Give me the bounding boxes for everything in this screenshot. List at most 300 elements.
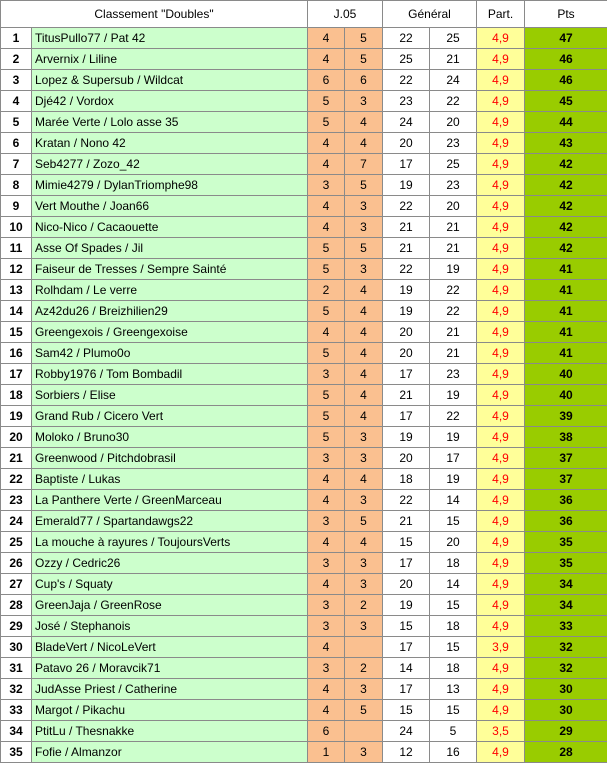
table-row <box>1 70 607 91</box>
j05-score-1: 5 <box>308 385 345 406</box>
j05-score-2: 5 <box>345 28 383 49</box>
general-score-2: 22 <box>430 406 477 427</box>
participation-cell: 4,9 <box>477 154 525 175</box>
j05-score-2: 3 <box>345 448 383 469</box>
j05-score-2: 5 <box>345 700 383 721</box>
rank-cell: 18 <box>1 385 32 406</box>
general-score-2: 23 <box>430 133 477 154</box>
j05-score-1: 4 <box>308 469 345 490</box>
points-cell: 32 <box>525 658 607 679</box>
participation-cell: 4,9 <box>477 406 525 427</box>
general-score-2: 20 <box>430 196 477 217</box>
rank-cell: 7 <box>1 154 32 175</box>
j05-score-2: 5 <box>345 175 383 196</box>
j05-score-1: 4 <box>308 196 345 217</box>
j05-score-2: 4 <box>345 301 383 322</box>
rank-cell: 17 <box>1 364 32 385</box>
points-cell: 35 <box>525 553 607 574</box>
general-score-2: 15 <box>430 637 477 658</box>
j05-score-2 <box>345 721 383 742</box>
points-cell: 30 <box>525 700 607 721</box>
team-cell: JudAsse Priest / Catherine <box>32 679 308 700</box>
j05-score-1: 4 <box>308 154 345 175</box>
points-cell: 34 <box>525 595 607 616</box>
points-cell: 42 <box>525 175 607 196</box>
team-cell: Greenwood / Pitchdobrasil <box>32 448 308 469</box>
j05-score-2: 4 <box>345 322 383 343</box>
general-score-1: 12 <box>383 742 430 763</box>
points-cell: 32 <box>525 637 607 658</box>
team-cell: Fofie / Almanzor <box>32 742 308 763</box>
table-row <box>1 385 607 406</box>
general-score-1: 20 <box>383 133 430 154</box>
general-score-1: 25 <box>383 49 430 70</box>
table-row <box>1 427 607 448</box>
general-score-2: 15 <box>430 511 477 532</box>
table-row <box>1 448 607 469</box>
j05-score-2: 3 <box>345 742 383 763</box>
table-row <box>1 616 607 637</box>
general-score-1: 14 <box>383 658 430 679</box>
points-cell: 40 <box>525 364 607 385</box>
table-row <box>1 301 607 322</box>
general-score-1: 20 <box>383 322 430 343</box>
header-row <box>1 1 607 28</box>
table-row <box>1 91 607 112</box>
participation-cell: 4,9 <box>477 742 525 763</box>
participation-cell: 4,9 <box>477 700 525 721</box>
team-cell: José / Stephanois <box>32 616 308 637</box>
general-score-2: 18 <box>430 616 477 637</box>
general-score-1: 24 <box>383 721 430 742</box>
table-row <box>1 259 607 280</box>
rank-cell: 9 <box>1 196 32 217</box>
rank-cell: 22 <box>1 469 32 490</box>
general-score-2: 19 <box>430 469 477 490</box>
team-cell: Greengexois / Greengexoise <box>32 322 308 343</box>
points-cell: 44 <box>525 112 607 133</box>
j05-score-2: 6 <box>345 70 383 91</box>
rank-cell: 35 <box>1 742 32 763</box>
participation-cell: 4,9 <box>477 28 525 49</box>
general-score-1: 19 <box>383 301 430 322</box>
team-cell: Robby1976 / Tom Bombadil <box>32 364 308 385</box>
j05-score-1: 5 <box>308 343 345 364</box>
points-cell: 35 <box>525 532 607 553</box>
points-cell: 42 <box>525 196 607 217</box>
participation-cell: 4,9 <box>477 175 525 196</box>
team-cell: Baptiste / Lukas <box>32 469 308 490</box>
participation-cell: 4,9 <box>477 574 525 595</box>
points-cell: 40 <box>525 385 607 406</box>
j05-score-2: 4 <box>345 364 383 385</box>
j05-score-2: 4 <box>345 343 383 364</box>
team-cell: Ozzy / Cedric26 <box>32 553 308 574</box>
participation-cell: 4,9 <box>477 679 525 700</box>
table-row <box>1 679 607 700</box>
participation-cell: 4,9 <box>477 217 525 238</box>
table-row <box>1 154 607 175</box>
team-cell: Cup's / Squaty <box>32 574 308 595</box>
j05-score-1: 4 <box>308 322 345 343</box>
rank-cell: 12 <box>1 259 32 280</box>
j05-score-2: 3 <box>345 196 383 217</box>
participation-cell: 4,9 <box>477 427 525 448</box>
table-row <box>1 322 607 343</box>
participation-cell: 4,9 <box>477 301 525 322</box>
j05-score-1: 5 <box>308 238 345 259</box>
general-score-1: 21 <box>383 217 430 238</box>
points-cell: 42 <box>525 238 607 259</box>
team-cell: Marée Verte / Lolo asse 35 <box>32 112 308 133</box>
j05-score-1: 4 <box>308 217 345 238</box>
participation-cell: 4,9 <box>477 532 525 553</box>
general-score-1: 17 <box>383 679 430 700</box>
rank-cell: 33 <box>1 700 32 721</box>
header-title: Classement "Doubles" <box>1 1 308 28</box>
points-cell: 37 <box>525 469 607 490</box>
participation-cell: 4,9 <box>477 385 525 406</box>
general-score-1: 22 <box>383 490 430 511</box>
general-score-1: 17 <box>383 553 430 574</box>
j05-score-1: 5 <box>308 91 345 112</box>
table-row <box>1 406 607 427</box>
j05-score-1: 3 <box>308 511 345 532</box>
team-cell: Asse Of Spades / Jil <box>32 238 308 259</box>
rank-cell: 21 <box>1 448 32 469</box>
rank-cell: 15 <box>1 322 32 343</box>
rank-cell: 14 <box>1 301 32 322</box>
rank-cell: 3 <box>1 70 32 91</box>
j05-score-1: 5 <box>308 112 345 133</box>
team-cell: Az42du26 / Breizhilien29 <box>32 301 308 322</box>
participation-cell: 4,9 <box>477 490 525 511</box>
rank-cell: 1 <box>1 28 32 49</box>
rank-cell: 29 <box>1 616 32 637</box>
table-row <box>1 490 607 511</box>
j05-score-2: 3 <box>345 259 383 280</box>
table-row <box>1 175 607 196</box>
general-score-2: 25 <box>430 154 477 175</box>
table-row <box>1 133 607 154</box>
j05-score-1: 4 <box>308 574 345 595</box>
team-cell: Rolhdam / Le verre <box>32 280 308 301</box>
general-score-2: 15 <box>430 700 477 721</box>
general-score-1: 21 <box>383 385 430 406</box>
participation-cell: 4,9 <box>477 259 525 280</box>
general-score-1: 22 <box>383 196 430 217</box>
participation-cell: 4,9 <box>477 595 525 616</box>
general-score-2: 19 <box>430 259 477 280</box>
general-score-2: 23 <box>430 175 477 196</box>
j05-score-1: 3 <box>308 448 345 469</box>
general-score-2: 23 <box>430 364 477 385</box>
j05-score-1: 3 <box>308 595 345 616</box>
team-cell: Mimie4279 / DylanTriomphe98 <box>32 175 308 196</box>
table-row <box>1 532 607 553</box>
rank-cell: 13 <box>1 280 32 301</box>
general-score-1: 19 <box>383 175 430 196</box>
team-cell: Sorbiers / Elise <box>32 385 308 406</box>
general-score-2: 19 <box>430 385 477 406</box>
team-cell: Sam42 / Plumo0o <box>32 343 308 364</box>
rank-cell: 32 <box>1 679 32 700</box>
team-cell: Faiseur de Tresses / Sempre Sainté <box>32 259 308 280</box>
team-cell: PtitLu / Thesnakke <box>32 721 308 742</box>
j05-score-1: 4 <box>308 133 345 154</box>
header-j05: J.05 <box>308 1 383 28</box>
points-cell: 28 <box>525 742 607 763</box>
participation-cell: 4,9 <box>477 553 525 574</box>
team-cell: GreenJaja / GreenRose <box>32 595 308 616</box>
j05-score-1: 5 <box>308 301 345 322</box>
points-cell: 42 <box>525 217 607 238</box>
j05-score-1: 4 <box>308 700 345 721</box>
team-cell: Kratan / Nono 42 <box>32 133 308 154</box>
j05-score-1: 6 <box>308 70 345 91</box>
j05-score-1: 4 <box>308 679 345 700</box>
participation-cell: 4,9 <box>477 280 525 301</box>
general-score-1: 17 <box>383 154 430 175</box>
rank-cell: 34 <box>1 721 32 742</box>
j05-score-2: 4 <box>345 469 383 490</box>
general-score-2: 20 <box>430 532 477 553</box>
general-score-2: 21 <box>430 49 477 70</box>
team-cell: La mouche à rayures / ToujoursVerts <box>32 532 308 553</box>
rank-cell: 25 <box>1 532 32 553</box>
participation-cell: 4,9 <box>477 511 525 532</box>
j05-score-1: 4 <box>308 532 345 553</box>
general-score-1: 22 <box>383 28 430 49</box>
general-score-1: 22 <box>383 259 430 280</box>
j05-score-2: 4 <box>345 385 383 406</box>
points-cell: 41 <box>525 259 607 280</box>
rank-cell: 4 <box>1 91 32 112</box>
j05-score-1: 4 <box>308 28 345 49</box>
participation-cell: 4,9 <box>477 469 525 490</box>
j05-score-1: 4 <box>308 49 345 70</box>
general-score-1: 20 <box>383 448 430 469</box>
general-score-2: 25 <box>430 28 477 49</box>
table-row <box>1 595 607 616</box>
rank-cell: 20 <box>1 427 32 448</box>
j05-score-2 <box>345 637 383 658</box>
participation-cell: 4,9 <box>477 70 525 91</box>
header-general: Général <box>383 1 477 28</box>
general-score-2: 22 <box>430 301 477 322</box>
table-row <box>1 238 607 259</box>
points-cell: 33 <box>525 616 607 637</box>
general-score-2: 19 <box>430 427 477 448</box>
team-cell: Margot / Pikachu <box>32 700 308 721</box>
general-score-1: 19 <box>383 280 430 301</box>
j05-score-1: 3 <box>308 658 345 679</box>
rank-cell: 31 <box>1 658 32 679</box>
j05-score-1: 3 <box>308 616 345 637</box>
table-row <box>1 280 607 301</box>
rank-cell: 23 <box>1 490 32 511</box>
j05-score-2: 3 <box>345 490 383 511</box>
points-cell: 47 <box>525 28 607 49</box>
general-score-1: 23 <box>383 91 430 112</box>
header-part: Part. <box>477 1 525 28</box>
table-row <box>1 364 607 385</box>
general-score-1: 21 <box>383 511 430 532</box>
j05-score-1: 3 <box>308 175 345 196</box>
participation-cell: 3,5 <box>477 721 525 742</box>
participation-cell: 4,9 <box>477 322 525 343</box>
team-cell: Vert Mouthe / Joan66 <box>32 196 308 217</box>
points-cell: 42 <box>525 154 607 175</box>
points-cell: 41 <box>525 301 607 322</box>
points-cell: 46 <box>525 70 607 91</box>
team-cell: BladeVert / NicoLeVert <box>32 637 308 658</box>
table-row <box>1 721 607 742</box>
general-score-2: 5 <box>430 721 477 742</box>
j05-score-2: 2 <box>345 595 383 616</box>
general-score-2: 14 <box>430 490 477 511</box>
j05-score-2: 3 <box>345 679 383 700</box>
participation-cell: 4,9 <box>477 133 525 154</box>
general-score-1: 21 <box>383 238 430 259</box>
rank-cell: 19 <box>1 406 32 427</box>
j05-score-2: 5 <box>345 49 383 70</box>
points-cell: 29 <box>525 721 607 742</box>
general-score-1: 20 <box>383 343 430 364</box>
general-score-2: 17 <box>430 448 477 469</box>
team-cell: TitusPullo77 / Pat 42 <box>32 28 308 49</box>
team-cell: Moloko / Bruno30 <box>32 427 308 448</box>
j05-score-2: 3 <box>345 91 383 112</box>
j05-score-2: 4 <box>345 112 383 133</box>
table-row <box>1 217 607 238</box>
general-score-1: 17 <box>383 406 430 427</box>
participation-cell: 4,9 <box>477 448 525 469</box>
general-score-1: 15 <box>383 616 430 637</box>
points-cell: 43 <box>525 133 607 154</box>
table-row <box>1 112 607 133</box>
team-cell: Djé42 / Vordox <box>32 91 308 112</box>
team-cell: Lopez & Supersub / Wildcat <box>32 70 308 91</box>
table-row <box>1 742 607 763</box>
participation-cell: 4,9 <box>477 343 525 364</box>
rank-cell: 11 <box>1 238 32 259</box>
general-score-2: 13 <box>430 679 477 700</box>
table-row <box>1 28 607 49</box>
rank-cell: 27 <box>1 574 32 595</box>
j05-score-1: 5 <box>308 406 345 427</box>
rank-cell: 10 <box>1 217 32 238</box>
points-cell: 37 <box>525 448 607 469</box>
j05-score-1: 4 <box>308 637 345 658</box>
general-score-2: 21 <box>430 238 477 259</box>
points-cell: 45 <box>525 91 607 112</box>
j05-score-2: 3 <box>345 616 383 637</box>
j05-score-1: 3 <box>308 364 345 385</box>
table-row <box>1 553 607 574</box>
j05-score-1: 6 <box>308 721 345 742</box>
general-score-2: 18 <box>430 553 477 574</box>
j05-score-1: 5 <box>308 259 345 280</box>
team-cell: La Panthere Verte / GreenMarceau <box>32 490 308 511</box>
general-score-1: 18 <box>383 469 430 490</box>
rank-cell: 16 <box>1 343 32 364</box>
general-score-2: 14 <box>430 574 477 595</box>
general-score-2: 21 <box>430 217 477 238</box>
general-score-1: 22 <box>383 70 430 91</box>
points-cell: 46 <box>525 49 607 70</box>
participation-cell: 4,9 <box>477 238 525 259</box>
j05-score-2: 5 <box>345 238 383 259</box>
points-cell: 41 <box>525 343 607 364</box>
j05-score-1: 2 <box>308 280 345 301</box>
participation-cell: 4,9 <box>477 616 525 637</box>
rank-cell: 8 <box>1 175 32 196</box>
table-row <box>1 49 607 70</box>
rank-cell: 30 <box>1 637 32 658</box>
j05-score-2: 3 <box>345 427 383 448</box>
j05-score-2: 4 <box>345 406 383 427</box>
general-score-2: 22 <box>430 91 477 112</box>
j05-score-2: 2 <box>345 658 383 679</box>
rank-cell: 5 <box>1 112 32 133</box>
j05-score-1: 3 <box>308 553 345 574</box>
table-row <box>1 637 607 658</box>
rank-cell: 2 <box>1 49 32 70</box>
team-cell: Grand Rub / Cicero Vert <box>32 406 308 427</box>
team-cell: Seb4277 / Zozo_42 <box>32 154 308 175</box>
points-cell: 36 <box>525 490 607 511</box>
points-cell: 30 <box>525 679 607 700</box>
j05-score-2: 7 <box>345 154 383 175</box>
team-cell: Patavo 26 / Moravcik71 <box>32 658 308 679</box>
table-row <box>1 343 607 364</box>
general-score-2: 16 <box>430 742 477 763</box>
header-pts: Pts <box>525 1 607 28</box>
participation-cell: 4,9 <box>477 196 525 217</box>
rank-cell: 26 <box>1 553 32 574</box>
general-score-2: 21 <box>430 343 477 364</box>
j05-score-2: 3 <box>345 217 383 238</box>
participation-cell: 3,9 <box>477 637 525 658</box>
j05-score-2: 4 <box>345 532 383 553</box>
participation-cell: 4,9 <box>477 364 525 385</box>
ranking-rows <box>1 28 607 763</box>
participation-cell: 4,9 <box>477 112 525 133</box>
j05-score-2: 4 <box>345 280 383 301</box>
general-score-2: 22 <box>430 280 477 301</box>
general-score-1: 20 <box>383 574 430 595</box>
general-score-1: 17 <box>383 364 430 385</box>
table-row <box>1 574 607 595</box>
participation-cell: 4,9 <box>477 91 525 112</box>
team-cell: Arvernix / Liline <box>32 49 308 70</box>
general-score-1: 24 <box>383 112 430 133</box>
j05-score-1: 4 <box>308 490 345 511</box>
general-score-2: 21 <box>430 322 477 343</box>
table-row <box>1 511 607 532</box>
rank-cell: 6 <box>1 133 32 154</box>
j05-score-2: 3 <box>345 574 383 595</box>
general-score-2: 24 <box>430 70 477 91</box>
general-score-1: 19 <box>383 427 430 448</box>
team-cell: Emerald77 / Spartandawgs22 <box>32 511 308 532</box>
rank-cell: 28 <box>1 595 32 616</box>
points-cell: 36 <box>525 511 607 532</box>
general-score-2: 15 <box>430 595 477 616</box>
table-row <box>1 700 607 721</box>
points-cell: 39 <box>525 406 607 427</box>
